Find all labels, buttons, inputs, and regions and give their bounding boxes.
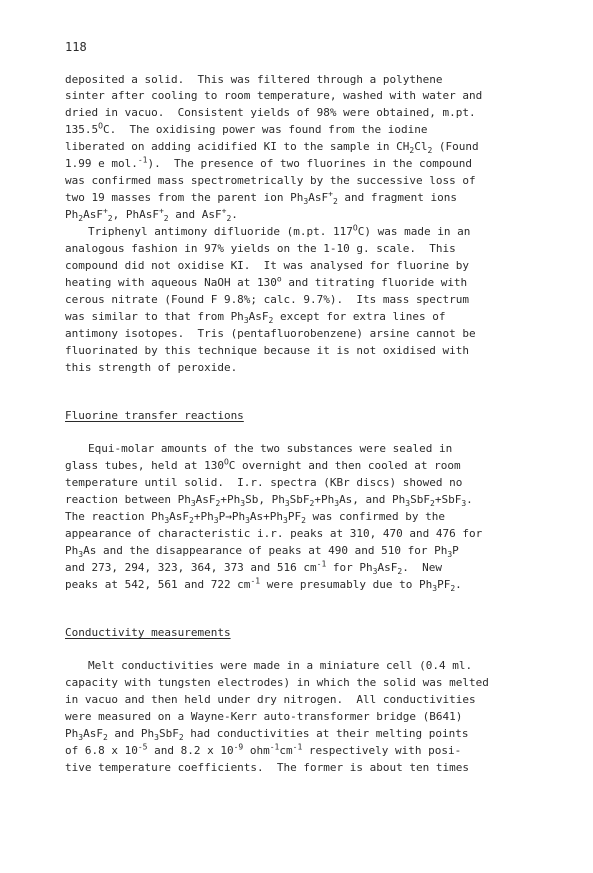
text-line: peaks at 542, 561 and 722 $cm^{-1}$ were presumably due to $Ph_3PF_2$. — [65, 576, 462, 594]
text-line: capacity with tungsten electrodes) in which the solid was melted — [65, 676, 489, 689]
text-line: was confirmed mass spectrometrically by the successive loss of — [65, 174, 476, 187]
text-line: Triphenyl antimony difluoride (m.pt. $117^OC$) was made in an — [88, 223, 471, 238]
text-line: reaction between $Ph_3AsF_2+Ph_3Sb$, $Ph_3SbF_2+Ph_3As$, and $Ph_3SbF_2+SbF_3$. — [65, 493, 473, 509]
text-line: were measured on a Wayne-Kerr auto-transformer bridge (B641) — [65, 710, 463, 723]
text-line: two 19 masses from the parent ion $Ph_3AsF^+_2$ and fragment ions — [65, 189, 457, 207]
text-line: was similar to that from $Ph_3AsF_2$ except for extra lines of — [65, 310, 446, 326]
text-line: antimony isotopes. Tris (pentafluorobenzene) arsine cannot be — [65, 327, 476, 340]
text-line: temperature until solid. I.r. spectra (KBr discs) showed no — [65, 476, 463, 489]
text-line: of 6.8 x $10^{-5}$ and 8.2 x $10^{-9}$ $ohm^{-1}cm^{-1}$ respectively with posi- — [65, 742, 462, 757]
text-line: cerous nitrate (Found F 9.8%; calc. 9.7%). Its mass spectrum — [65, 293, 469, 306]
text-line: analogous fashion in 97% yields on the 1-10 g. scale. This — [65, 242, 456, 255]
text-line: appearance of characteristic i.r. peaks at 310, 470 and 476 for — [65, 527, 483, 540]
text-line: liberated on adding acidified KI to the sample in $CH_2Cl_2$ (Found — [65, 140, 479, 156]
text-line: tive temperature coefficients. The former is about ten times — [65, 761, 469, 774]
text-line: heating with aqueous NaOH at 130$^o$ and titrating fluoride with — [65, 274, 468, 289]
text-line: $Ph_3As$ and the disappearance of peaks at 490 and 510 for $Ph_3P$ — [65, 544, 459, 560]
text-line: in vacuo and then held under dry nitrogen. All conductivities — [65, 693, 476, 706]
text-line: and 273, 294, 323, 364, 373 and 516 $cm^{-1}$ for $Ph_3AsF_2$. New — [65, 559, 442, 577]
section-heading: Conductivity measurements — [65, 626, 231, 639]
section-heading: Fluorine transfer reactions — [65, 409, 244, 422]
text-line: Melt conductivities were made in a miniature cell (0.4 ml. — [88, 659, 473, 672]
text-line: sinter after cooling to room temperature, washed with water and — [65, 89, 483, 102]
text-line: Equi-molar amounts of the two substances were sealed in — [88, 442, 453, 455]
text-line: $Ph_3AsF_2$ and $Ph_3SbF_2$ had conductivities at their melting points — [65, 727, 469, 743]
page-number: 118 — [65, 40, 87, 54]
text-line: deposited a solid. This was filtered through a polythene — [65, 73, 443, 86]
text-line: 1.99 e mol.$^{-1}$). The presence of two fluorines in the compound — [65, 155, 473, 170]
text-line: this strength of peroxide. — [65, 361, 238, 374]
text-line: $Ph_2AsF^+_2$, PhAsF+$_2$ and AsF+$_2$. — [65, 206, 238, 224]
text-line: dried in vacuo. Consistent yields of 98% were obtained, m.pt. — [65, 106, 476, 119]
text-line: glass tubes, held at $130^OC$ overnight and then cooled at room — [65, 457, 461, 472]
text-line: The reaction $Ph_3AsF_2+Ph_3P\to Ph_3As+Ph_3PF_2$ was confirmed by the — [65, 510, 446, 526]
text-line: compound did not oxidise KI. It was analysed for fluorine by — [65, 259, 469, 272]
text-line: $135.5^OC$. The oxidising power was found from the iodine — [65, 121, 428, 136]
text-line: fluorinated by this technique because it is not oxidised with — [65, 344, 469, 357]
